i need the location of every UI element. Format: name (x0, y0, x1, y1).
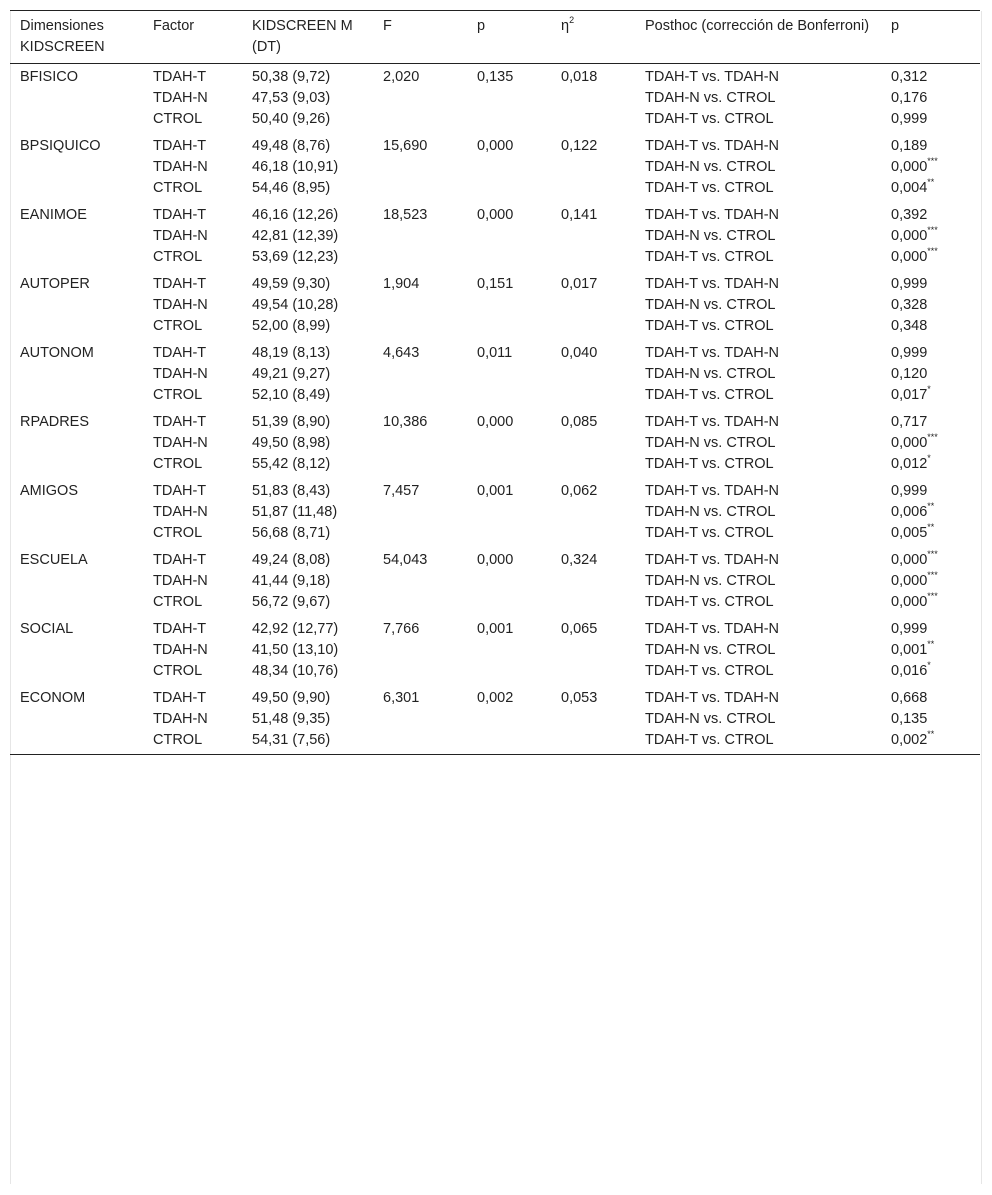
posthoc-p-value: 0,001 (891, 642, 928, 658)
mean-sd-item: 50,38 (9,72) (252, 69, 331, 85)
posthoc-comparison: TDAH-T vs. TDAH-N (645, 69, 779, 85)
significance-marker: ** (927, 522, 935, 533)
mean-sd-cell (242, 685, 373, 755)
posthoc-p-value: 0,348 (891, 318, 928, 334)
mean-sd-cell (242, 340, 373, 409)
posthoc-comparison: TDAH-T vs. TDAH-N (645, 345, 779, 361)
factor-item: TDAH-N (153, 366, 208, 382)
f-value-cell: 15,690 (383, 138, 428, 154)
posthoc-p-value: 0,017 (891, 387, 928, 403)
dimension-cell: EANIMOE (20, 207, 87, 223)
posthoc-comparison: TDAH-T vs. TDAH-N (645, 621, 779, 637)
posthoc-comparison: TDAH-T vs. TDAH-N (645, 138, 779, 154)
posthoc-cell (635, 547, 881, 616)
factor-item: TDAH-T (153, 483, 207, 499)
mean-sd-cell (242, 409, 373, 478)
posthoc-p-cell (881, 685, 980, 755)
header-row (10, 11, 980, 64)
table-row (10, 685, 980, 755)
posthoc-p-item (891, 295, 980, 316)
posthoc-p-value: 0,016 (891, 663, 928, 679)
p-value-cell: 0,001 (477, 621, 514, 637)
mean-sd-item: 49,54 (10,28) (252, 297, 339, 313)
factor-cell (143, 616, 242, 685)
factor-item: TDAH-N (153, 642, 208, 658)
f-value-cell: 7,457 (383, 483, 420, 499)
significance-marker: *** (927, 549, 938, 560)
mean-sd-item: 42,81 (12,39) (252, 228, 339, 244)
mean-sd-item: 42,92 (12,77) (252, 621, 339, 637)
eta-squared-cell: 0,065 (561, 621, 598, 637)
posthoc-p-cell (881, 547, 980, 616)
mean-sd-item: 51,83 (8,43) (252, 483, 331, 499)
factor-item: CTROL (153, 180, 203, 196)
posthoc-p-value: 0,000 (891, 228, 928, 244)
table-row (10, 616, 980, 685)
factor-item: TDAH-T (153, 414, 207, 430)
posthoc-p-item (891, 523, 980, 544)
posthoc-comparison: TDAH-T vs. CTROL (645, 456, 774, 472)
posthoc-p-item (891, 178, 980, 199)
posthoc-cell (635, 616, 881, 685)
eta-squared-cell: 0,324 (561, 552, 598, 568)
factor-item: TDAH-T (153, 345, 207, 361)
posthoc-p-item (891, 364, 980, 385)
p-value-cell: 0,000 (477, 552, 514, 568)
posthoc-p-item (891, 316, 980, 337)
mean-sd-cell (242, 202, 373, 271)
posthoc-comparison: TDAH-T vs. CTROL (645, 249, 774, 265)
f-value-cell: 10,386 (383, 414, 428, 430)
mean-sd-item: 49,50 (9,90) (252, 690, 331, 706)
table-row (10, 133, 980, 202)
factor-item: CTROL (153, 456, 203, 472)
mean-sd-item: 41,50 (13,10) (252, 642, 339, 658)
dimension-cell: RPADRES (20, 414, 90, 430)
significance-marker: ** (927, 501, 935, 512)
posthoc-p-value: 0,004 (891, 180, 928, 196)
mean-sd-item: 49,21 (9,27) (252, 366, 331, 382)
factor-item: CTROL (153, 663, 203, 679)
posthoc-p-item (891, 688, 980, 709)
dimension-cell: BPSIQUICO (20, 138, 101, 154)
significance-marker: ** (927, 729, 935, 740)
posthoc-comparison: TDAH-T vs. TDAH-N (645, 552, 779, 568)
posthoc-p-item (891, 109, 980, 130)
table-row (10, 547, 980, 616)
mean-sd-item: 49,24 (8,08) (252, 552, 331, 568)
posthoc-p-value: 0,120 (891, 366, 928, 382)
posthoc-comparison: TDAH-N vs. CTROL (645, 159, 776, 175)
posthoc-p-item (891, 433, 980, 454)
posthoc-p-item (891, 502, 980, 523)
posthoc-p-item (891, 157, 980, 178)
posthoc-p-value: 0,005 (891, 525, 928, 541)
factor-item: TDAH-T (153, 690, 207, 706)
posthoc-comparison: TDAH-N vs. CTROL (645, 573, 776, 589)
factor-item: TDAH-N (153, 573, 208, 589)
significance-marker: * (927, 453, 931, 464)
posthoc-comparison: TDAH-N vs. CTROL (645, 711, 776, 727)
posthoc-comparison: TDAH-T vs. CTROL (645, 525, 774, 541)
p-value-cell: 0,000 (477, 414, 514, 430)
posthoc-comparison: TDAH-T vs. TDAH-N (645, 690, 779, 706)
kidscreen-anova-table (10, 10, 980, 755)
dimension-cell: SOCIAL (20, 621, 74, 637)
posthoc-p-item (891, 454, 980, 475)
posthoc-p-value: 0,312 (891, 69, 928, 85)
significance-marker: *** (927, 225, 938, 236)
posthoc-p-value: 0,999 (891, 621, 928, 637)
posthoc-p-value: 0,189 (891, 138, 928, 154)
factor-cell (143, 685, 242, 755)
mean-sd-cell (242, 616, 373, 685)
dimension-cell: BFISICO (20, 69, 79, 85)
posthoc-p-item (891, 343, 980, 364)
factor-cell (143, 478, 242, 547)
mean-sd-item: 54,31 (7,56) (252, 732, 331, 748)
posthoc-comparison: TDAH-T vs. CTROL (645, 663, 774, 679)
posthoc-p-item (891, 550, 980, 571)
posthoc-comparison: TDAH-T vs. CTROL (645, 387, 774, 403)
header-f: F (373, 11, 467, 64)
posthoc-p-cell (881, 409, 980, 478)
dimension-cell: ESCUELA (20, 552, 88, 568)
f-value-cell: 4,643 (383, 345, 420, 361)
factor-item: CTROL (153, 387, 203, 403)
factor-item: TDAH-T (153, 552, 207, 568)
posthoc-comparison: TDAH-N vs. CTROL (645, 90, 776, 106)
posthoc-cell (635, 685, 881, 755)
eta-symbol: η (561, 18, 570, 34)
factor-item: CTROL (153, 111, 203, 127)
posthoc-p-item (891, 661, 980, 682)
mean-sd-cell (242, 547, 373, 616)
mean-sd-cell (242, 478, 373, 547)
significance-marker: *** (927, 156, 938, 167)
posthoc-comparison: TDAH-T vs. CTROL (645, 732, 774, 748)
posthoc-p-value: 0,135 (891, 711, 928, 727)
posthoc-p-value: 0,999 (891, 276, 928, 292)
factor-item: CTROL (153, 594, 203, 610)
mean-sd-item: 49,59 (9,30) (252, 276, 331, 292)
posthoc-p-item (891, 709, 980, 730)
mean-sd-item: 41,44 (9,18) (252, 573, 331, 589)
eta-squared-cell: 0,085 (561, 414, 598, 430)
significance-marker: ** (927, 177, 935, 188)
posthoc-p-item (891, 592, 980, 613)
dimension-cell: AUTOPER (20, 276, 90, 292)
factor-item: TDAH-N (153, 90, 208, 106)
posthoc-comparison: TDAH-T vs. CTROL (645, 111, 774, 127)
significance-marker: * (927, 384, 931, 395)
posthoc-p-item (891, 481, 980, 502)
mean-sd-item: 47,53 (9,03) (252, 90, 331, 106)
mean-sd-item: 51,39 (8,90) (252, 414, 331, 430)
eta-superscript: 2 (569, 15, 575, 26)
posthoc-cell (635, 340, 881, 409)
posthoc-p-cell (881, 64, 980, 134)
posthoc-p-value: 0,002 (891, 732, 928, 748)
posthoc-p-value: 0,392 (891, 207, 928, 223)
dimension-cell: AMIGOS (20, 483, 79, 499)
mean-sd-item: 51,48 (9,35) (252, 711, 331, 727)
f-value-cell: 1,904 (383, 276, 420, 292)
posthoc-cell (635, 409, 881, 478)
posthoc-p-item (891, 571, 980, 592)
table-row (10, 478, 980, 547)
results-table-container (10, 10, 980, 755)
factor-item: TDAH-N (153, 711, 208, 727)
posthoc-p-cell (881, 478, 980, 547)
posthoc-cell (635, 202, 881, 271)
p-value-cell: 0,002 (467, 685, 551, 755)
p-value-cell: 0,011 (477, 345, 513, 361)
posthoc-p-cell (881, 616, 980, 685)
f-value-cell: 18,523 (383, 207, 428, 223)
factor-item: TDAH-N (153, 159, 208, 175)
posthoc-cell (635, 133, 881, 202)
posthoc-comparison: TDAH-N vs. CTROL (645, 504, 776, 520)
f-value-cell: 54,043 (383, 552, 428, 568)
mean-sd-item: 49,48 (8,76) (252, 138, 331, 154)
posthoc-comparison: TDAH-T vs. CTROL (645, 594, 774, 610)
table-body (10, 64, 980, 755)
factor-cell (143, 409, 242, 478)
dimension-cell: AUTONOM (20, 345, 94, 361)
f-value-cell: 7,766 (383, 621, 420, 637)
mean-sd-item: 49,50 (8,98) (252, 435, 331, 451)
factor-item: CTROL (153, 732, 203, 748)
table-row (10, 64, 980, 134)
header-factor: Factor (143, 11, 242, 64)
posthoc-p-value: 0,999 (891, 111, 928, 127)
factor-item: TDAH-N (153, 504, 208, 520)
posthoc-p-value: 0,000 (891, 159, 928, 175)
table-row (10, 271, 980, 340)
posthoc-comparison: TDAH-N vs. CTROL (645, 297, 776, 313)
posthoc-cell (635, 478, 881, 547)
factor-item: CTROL (153, 318, 203, 334)
posthoc-p-value: 0,717 (891, 414, 928, 430)
posthoc-p-item (891, 247, 980, 268)
posthoc-p-item (891, 619, 980, 640)
mean-sd-item: 48,34 (10,76) (252, 663, 339, 679)
p-value-cell: 0,001 (477, 483, 514, 499)
factor-item: TDAH-T (153, 207, 207, 223)
posthoc-p-item (891, 88, 980, 109)
posthoc-p-item (891, 226, 980, 247)
posthoc-p-value: 0,012 (891, 456, 928, 472)
posthoc-p-value: 0,999 (891, 345, 928, 361)
factor-cell (143, 202, 242, 271)
posthoc-p-item (891, 385, 980, 406)
mean-sd-item: 56,72 (9,67) (252, 594, 331, 610)
posthoc-p-item (891, 67, 980, 88)
p-value-cell: 0,000 (477, 138, 514, 154)
mean-sd-cell (242, 271, 373, 340)
posthoc-comparison: TDAH-N vs. CTROL (645, 366, 776, 382)
factor-cell (143, 340, 242, 409)
mean-sd-item: 46,18 (10,91) (252, 159, 339, 175)
factor-item: TDAH-T (153, 276, 207, 292)
mean-sd-item: 54,46 (8,95) (252, 180, 331, 196)
eta-squared-cell: 0,040 (561, 345, 598, 361)
posthoc-p-cell (881, 202, 980, 271)
posthoc-comparison: TDAH-T vs. TDAH-N (645, 276, 779, 292)
mean-sd-item: 50,40 (9,26) (252, 111, 331, 127)
significance-marker: * (927, 660, 931, 671)
posthoc-p-item (891, 205, 980, 226)
posthoc-p-value: 0,000 (891, 435, 928, 451)
table-row (10, 202, 980, 271)
posthoc-p-value: 0,000 (891, 594, 928, 610)
mean-sd-item: 53,69 (12,23) (252, 249, 339, 265)
mean-sd-cell (242, 64, 373, 134)
posthoc-p-value: 0,000 (891, 249, 928, 265)
factor-item: CTROL (153, 249, 203, 265)
posthoc-p-value: 0,000 (891, 573, 928, 589)
posthoc-p-item (891, 730, 980, 751)
mean-sd-item: 55,42 (8,12) (252, 456, 331, 472)
posthoc-p-item (891, 640, 980, 661)
eta-squared-cell: 0,122 (561, 138, 598, 154)
eta-squared-cell: 0,053 (551, 685, 635, 755)
header-posthoc: Posthoc (corrección de Bonferroni) (635, 11, 881, 64)
posthoc-p-item (891, 136, 980, 157)
factor-item: TDAH-T (153, 69, 207, 85)
factor-item: TDAH-N (153, 297, 208, 313)
significance-marker: *** (927, 246, 938, 257)
posthoc-p-cell (881, 271, 980, 340)
posthoc-p-item (891, 412, 980, 433)
posthoc-p-value: 0,176 (891, 90, 928, 106)
factor-item: TDAH-N (153, 435, 208, 451)
eta-squared-cell: 0,141 (561, 207, 598, 223)
significance-marker: *** (927, 591, 938, 602)
header-eta-squared (551, 11, 635, 64)
mean-sd-item: 52,00 (8,99) (252, 318, 331, 334)
mean-sd-cell (242, 133, 373, 202)
mean-sd-item: 46,16 (12,26) (252, 207, 339, 223)
factor-item: TDAH-T (153, 138, 207, 154)
posthoc-cell (635, 64, 881, 134)
posthoc-comparison: TDAH-T vs. TDAH-N (645, 414, 779, 430)
mean-sd-item: 51,87 (11,48) (252, 504, 338, 520)
posthoc-cell (635, 271, 881, 340)
factor-item: CTROL (153, 525, 203, 541)
significance-marker: *** (927, 570, 938, 581)
significance-marker: ** (927, 639, 935, 650)
eta-squared-cell: 0,017 (561, 276, 598, 292)
posthoc-comparison: TDAH-T vs. TDAH-N (645, 207, 779, 223)
header-dimension: Dimensiones KIDSCREEN (10, 11, 143, 64)
header-p: p (467, 11, 551, 64)
posthoc-p-value: 0,668 (891, 690, 928, 706)
posthoc-p-value: 0,999 (891, 483, 928, 499)
p-value-cell: 0,135 (477, 69, 514, 85)
header-kidscreen: KIDSCREEN M (DT) (242, 11, 373, 64)
posthoc-p-item (891, 274, 980, 295)
posthoc-comparison: TDAH-N vs. CTROL (645, 228, 776, 244)
mean-sd-item: 56,68 (8,71) (252, 525, 331, 541)
posthoc-p-cell (881, 133, 980, 202)
factor-item: TDAH-T (153, 621, 207, 637)
p-value-cell: 0,000 (477, 207, 514, 223)
dimension-cell: ECONOM (10, 685, 143, 755)
posthoc-p-cell (881, 340, 980, 409)
significance-marker: *** (927, 432, 938, 443)
p-value-cell: 0,151 (477, 276, 514, 292)
eta-squared-cell: 0,062 (561, 483, 598, 499)
f-value-cell: 2,020 (383, 69, 420, 85)
eta-squared-cell: 0,018 (561, 69, 598, 85)
posthoc-comparison: TDAH-T vs. CTROL (645, 180, 774, 196)
factor-cell (143, 64, 242, 134)
header-posthoc-p: p (881, 11, 980, 64)
factor-item: TDAH-N (153, 228, 208, 244)
table-row (10, 409, 980, 478)
factor-cell (143, 133, 242, 202)
mean-sd-item: 48,19 (8,13) (252, 345, 331, 361)
posthoc-p-value: 0,000 (891, 552, 928, 568)
factor-cell (143, 271, 242, 340)
posthoc-comparison: TDAH-T vs. CTROL (645, 318, 774, 334)
posthoc-comparison: TDAH-N vs. CTROL (645, 435, 776, 451)
factor-cell (143, 547, 242, 616)
table-row (10, 340, 980, 409)
posthoc-comparison: TDAH-N vs. CTROL (645, 642, 776, 658)
f-value-cell: 6,301 (373, 685, 467, 755)
posthoc-p-value: 0,006 (891, 504, 928, 520)
posthoc-comparison: TDAH-T vs. TDAH-N (645, 483, 779, 499)
mean-sd-item: 52,10 (8,49) (252, 387, 331, 403)
posthoc-p-value: 0,328 (891, 297, 928, 313)
